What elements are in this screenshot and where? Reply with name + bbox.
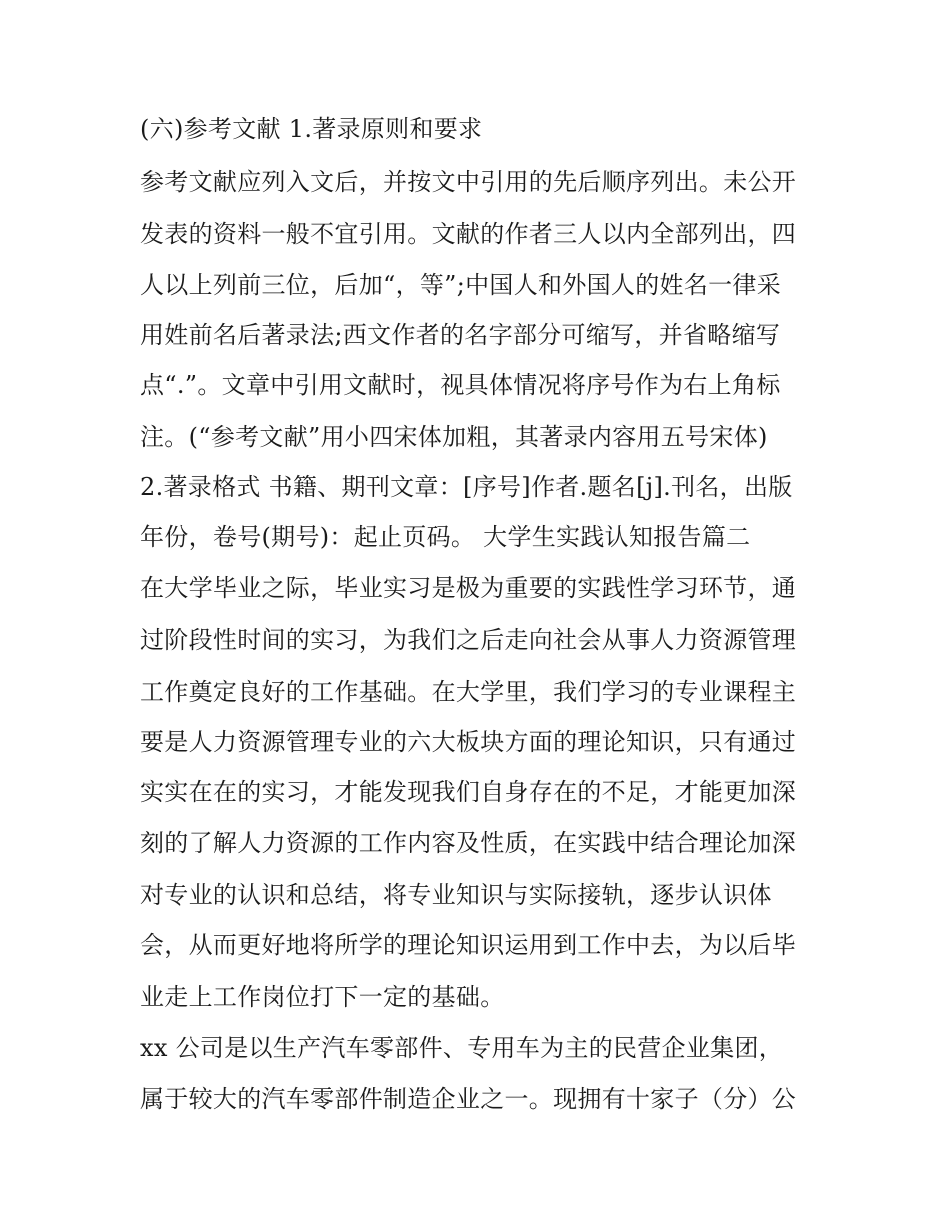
text-line: 工作奠定良好的工作基础。在大学里，我们学习的专业课程主 xyxy=(140,678,797,706)
text-line: 业走上工作岗位打下一定的基础。 xyxy=(140,983,505,1011)
text-line: (六)参考文献 1.著录原则和要求 xyxy=(140,115,483,143)
text-line: 刻的了解人力资源的工作内容及性质，在实践中结合理论加深 xyxy=(140,829,797,857)
text-line: 人以上列前三位，后加“，等”;中国人和外国人的姓名一律采 xyxy=(140,271,782,299)
text-line: 要是人力资源管理专业的六大板块方面的理论知识，只有通过 xyxy=(140,728,797,756)
text-line: 属于较大的汽车零部件制造企业之一。现拥有十家子（分）公 xyxy=(140,1085,797,1113)
text-line: 在大学毕业之际，毕业实习是极为重要的实践性学习环节，通 xyxy=(140,574,797,602)
text-line: 注。(“参考文献”用小四宋体加粗，其著录内容用五号宋体) xyxy=(140,423,768,451)
text-line: 用姓前名后著录法;西文作者的名字部分可缩写，并省略缩写 xyxy=(140,321,781,349)
text-line: 对专业的认识和总结，将专业知识与实际接轨，逐步认识体 xyxy=(140,881,772,909)
text-line: xx 公司是以生产汽车零部件、专用车为主的民营企业集团， xyxy=(140,1034,784,1062)
text-line: 点“.”。文章中引用文献时，视具体情况将序号作为右上角标 xyxy=(140,371,781,399)
text-line: 发表的资料一般不宜引用。文献的作者三人以内全部列出，四 xyxy=(140,220,797,248)
text-line: 过阶段性时间的实习，为我们之后走向社会从事人力资源管理 xyxy=(140,626,797,654)
text-line: 会，从而更好地将所学的理论知识运用到工作中去，为以后毕 xyxy=(140,931,797,959)
text-line: 实实在在的实习，才能发现我们自身存在的不足，才能更加深 xyxy=(140,778,797,806)
text-line: 2.著录格式 书籍、期刊文章：[序号]作者.题名[j].刊名，出版 xyxy=(140,473,793,501)
text-line: 参考文献应列入文后，并按文中引用的先后顺序列出。未公开 xyxy=(140,168,797,196)
text-line: 年份，卷号(期号)：起止页码。 大学生实践认知报告篇二 xyxy=(140,523,751,551)
